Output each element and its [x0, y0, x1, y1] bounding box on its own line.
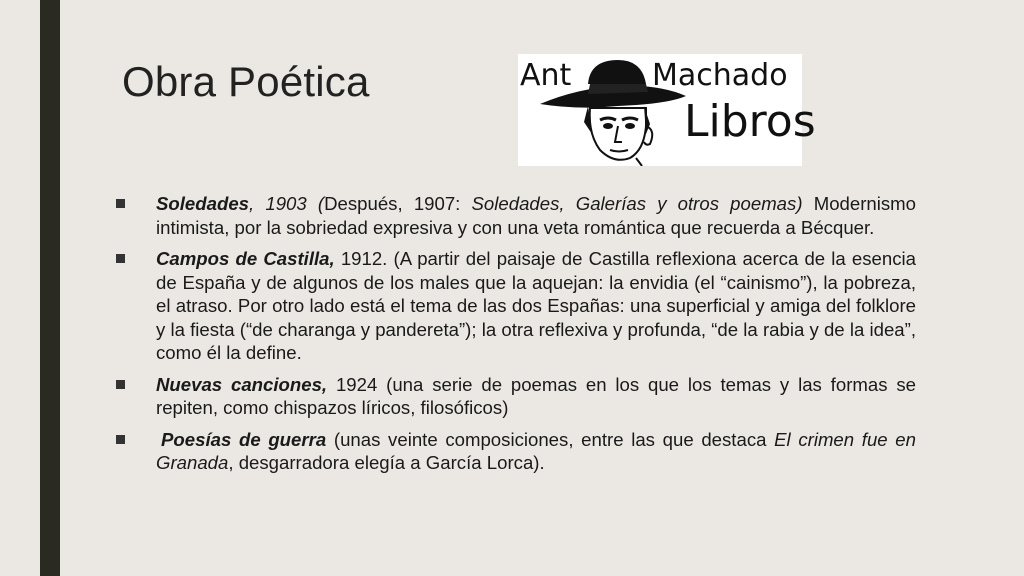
work-title: Poesías de guerra	[161, 428, 327, 450]
square-bullet-icon	[116, 380, 125, 389]
works-list	[116, 192, 916, 483]
square-bullet-icon	[116, 254, 125, 263]
work-title: Soledades	[156, 193, 250, 214]
work-year: , 1903 (	[249, 193, 325, 214]
work-highlight: El crimen fue en Granada	[156, 428, 916, 473]
work-description-end: , desgarradora elegía a García Lorca).	[228, 452, 545, 473]
work-subtitle: Soledades, Galerías y otros poemas)	[471, 193, 803, 214]
work-description: 1912. (A partir del paisaje de Castilla reflexiona acerca de la esencia de España y de algunos de los males que la aquejan: la envidia (el “cainismo”), la pobreza, el atraso. Por otro lado está el tema de las dos Españas: una superficial y amiga del folklore y la fiesta (“de charanga y pandereta”); la otra reflexiva y profunda, “de la rabia y de la idea”, como él la define.	[156, 248, 916, 363]
work-description: 1924 (una serie de poemas en los que los temas y las formas se repiten, como chispazos líricos, filosóficos)	[156, 373, 916, 418]
list-item-soledades	[116, 192, 916, 239]
square-bullet-icon	[116, 199, 125, 208]
logo-text-libros: Libros	[684, 96, 816, 147]
work-note: Después, 1907:	[324, 193, 472, 214]
work-title: Campos de Castilla,	[156, 248, 335, 269]
left-accent-bar	[40, 0, 60, 576]
work-title: Nuevas canciones,	[156, 373, 328, 395]
slide-title: Obra Poética	[122, 58, 370, 105]
list-item-poesias-de-guerra	[116, 428, 916, 475]
logo-text-machado: Machado	[652, 58, 788, 93]
work-description: Modernismo intimista, por la sobriedad expresiva y con una veta romántica que recuerda a Bécquer.	[156, 193, 917, 238]
logo-text-ant: Ant	[520, 58, 572, 93]
list-item-campos-de-castilla	[116, 247, 916, 365]
list-item-nuevas-canciones	[116, 373, 916, 420]
square-bullet-icon	[116, 435, 125, 444]
work-description: (unas veinte composiciones, entre las que destaca	[326, 428, 775, 450]
machado-libros-logo	[518, 54, 816, 166]
